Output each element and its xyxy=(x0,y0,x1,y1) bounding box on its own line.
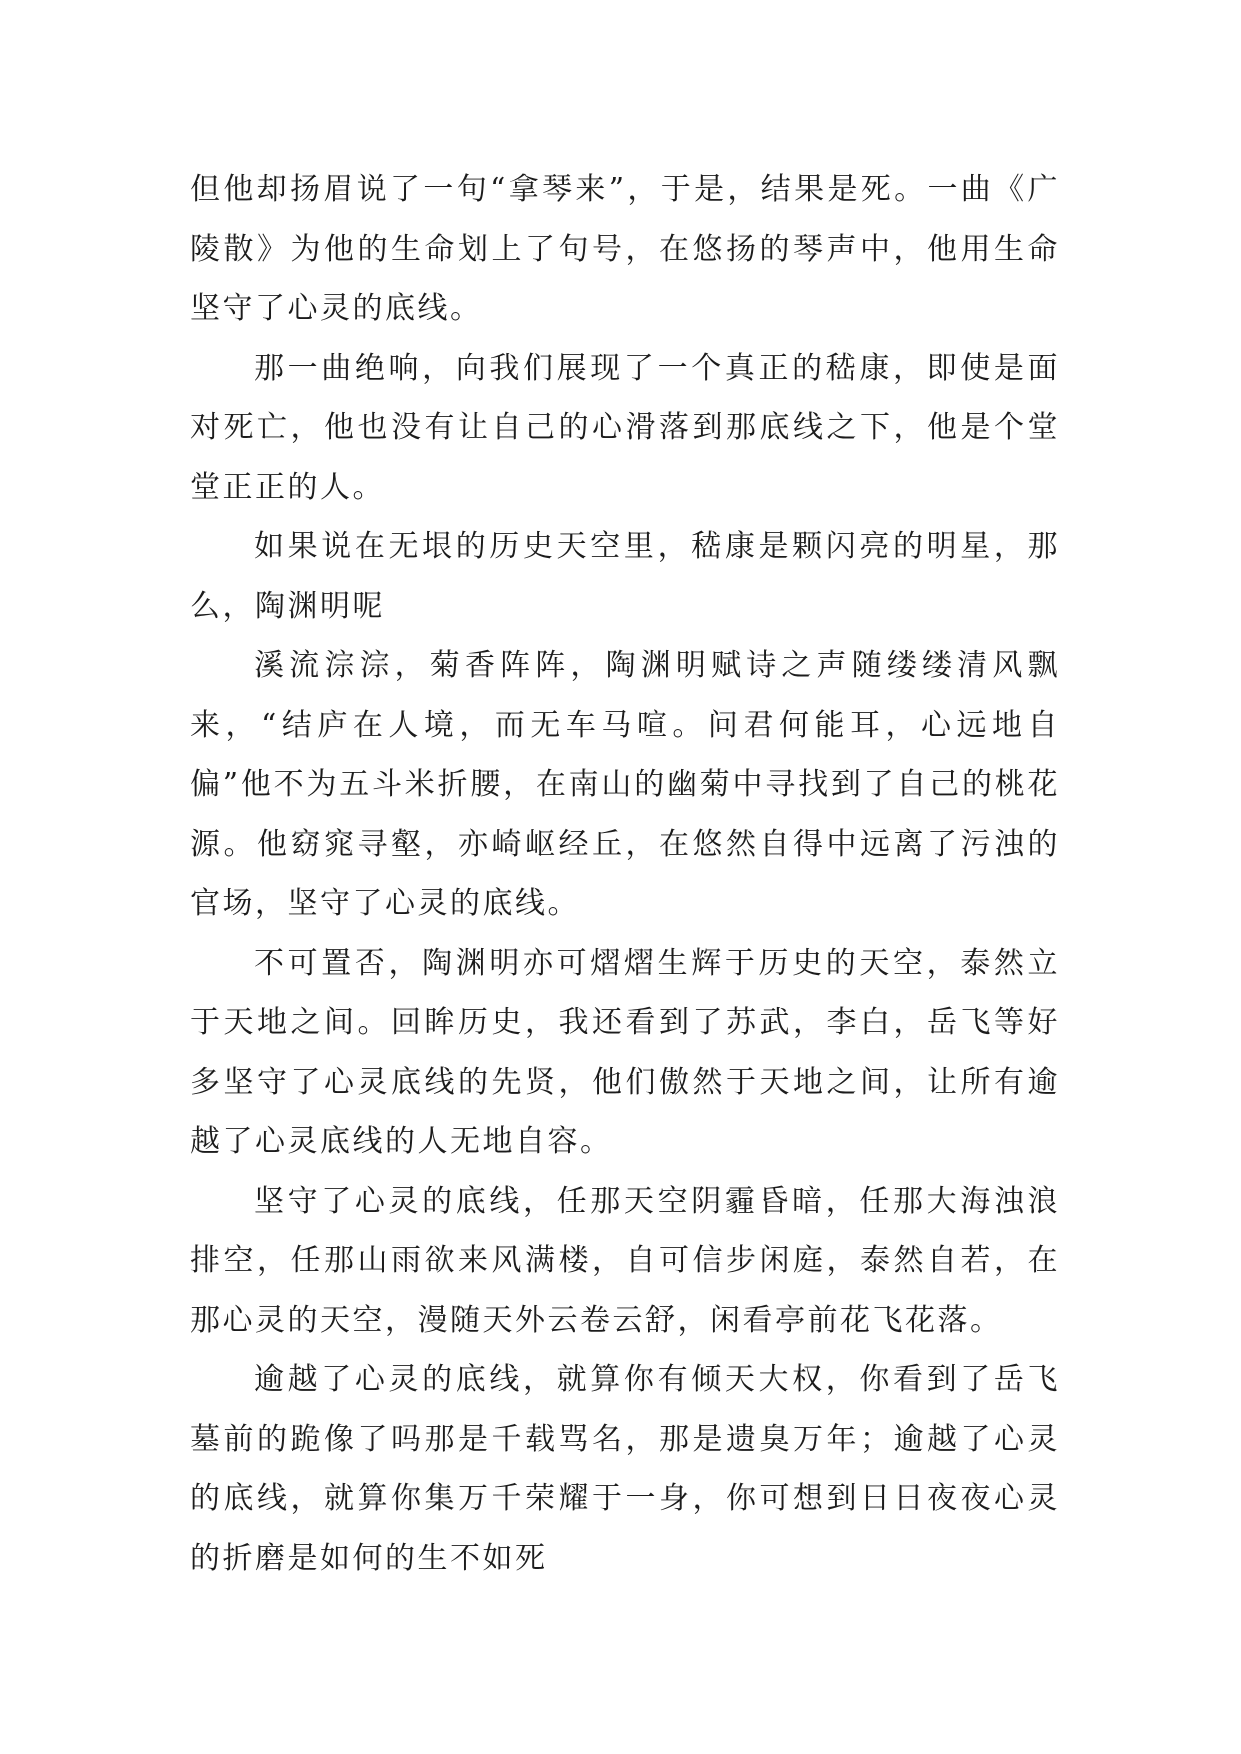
essay-body xyxy=(190,160,1060,1588)
paragraph: 那一曲绝响，向我们展现了一个真正的嵇康，即使是面对死亡，他也没有让自己的心滑落到那底线之下，他是个堂堂正正的人。 xyxy=(190,350,1060,505)
paragraph: 不可置否，陶渊明亦可熠熠生辉于历史的天空，泰然立于天地之间。回眸历史，我还看到了苏武，李白，岳飞等好多坚守了心灵底线的先贤，他们傲然于天地之间，让所有逾越了心灵底线的人无地自容。 xyxy=(190,945,1060,1159)
paragraph: 坚守了心灵的底线，任那天空阴霾昏暗，任那大海浊浪排空，任那山雨欲来风满楼，自可信步闲庭，泰然自若，在那心灵的天空，漫随天外云卷云舒，闲看亭前花飞花落。 xyxy=(190,1183,1060,1338)
paragraph-continuation: 但他却扬眉说了一句“拿琴来”，于是，结果是死。一曲《广陵散》为他的生命划上了句号，在悠扬的琴声中，他用生命坚守了心灵的底线。 xyxy=(190,172,1060,326)
paragraph: 逾越了心灵的底线，就算你有倾天大权，你看到了岳飞墓前的跪像了吗那是千载骂名，那是遗臭万年；逾越了心灵的底线，就算你集万千荣耀于一身，你可想到日日夜夜心灵的折磨是如何的生不如死 xyxy=(190,1362,1060,1576)
paragraph: 溪流淙淙，菊香阵阵，陶渊明赋诗之声随缕缕清风飘来，“结庐在人境，而无车马喧。问君何能耳，心远地自偏”他不为五斗米折腰，在南山的幽菊中寻找到了自己的桃花源。他窈窕寻壑，亦崎岖经丘，在悠然自得中远离了污浊的官场，坚守了心灵的底线。 xyxy=(190,648,1060,921)
paragraph: 如果说在无垠的历史天空里，嵇康是颗闪亮的明星，那么，陶渊明呢 xyxy=(190,529,1060,624)
